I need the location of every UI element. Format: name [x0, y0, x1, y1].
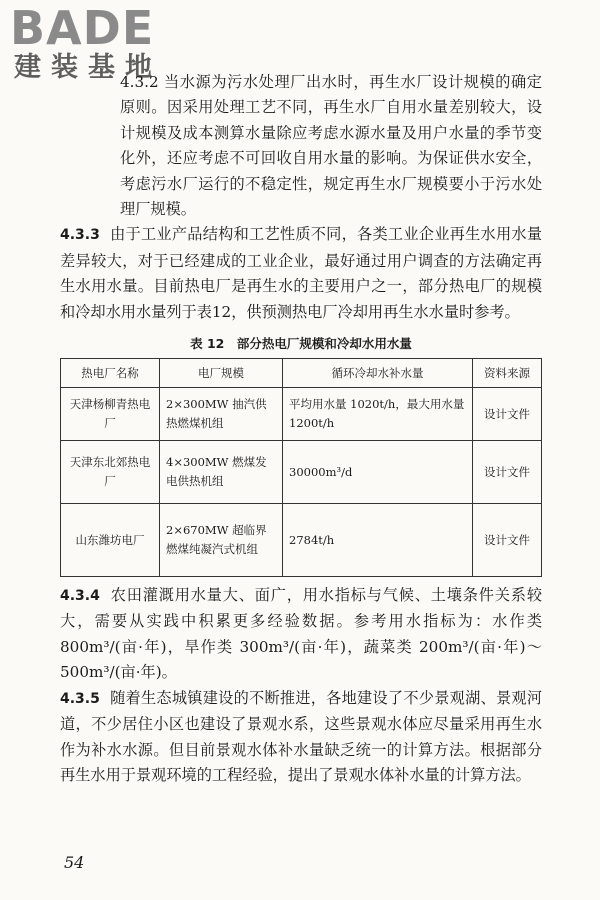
cell-plant-name: 山东潍坊电厂 — [61, 504, 160, 577]
table-caption: 表 12 部分热电厂规模和冷却水用水量 — [190, 336, 412, 352]
clause-number: 4.3.5 — [60, 690, 100, 707]
paragraph-4-3-4 — [60, 583, 542, 686]
table-row — [61, 504, 542, 577]
clause-number: 4.3.4 — [60, 588, 100, 605]
paragraph-4-3-2: 4.3.2 当水源为污水处理厂出水时，再生水厂设计规模的确定原则。因采用处理工艺不同，再生水厂自用水量差别较大，设计规模及成本测算水量除应考虑水源水量及用户水量的季节变化外，还应考虑不可回收自用水量的影响。为保证供水安全，考虑污水厂运行的不稳定性，规定再生水厂规模要小于污水处理厂规模。 — [120, 73, 542, 219]
cell-makeup-water: 平均用水量 1020t/h，最大用水量 1200t/h — [283, 388, 473, 441]
cell-source: 设计文件 — [473, 504, 542, 577]
logo-word: BADE — [10, 1, 155, 55]
header-plant-scale: 电厂规模 — [160, 359, 283, 388]
paragraph-4-3-5 — [60, 686, 542, 789]
table-row — [61, 441, 542, 504]
cell-plant-scale: 2×300MW 抽汽供热燃煤机组 — [160, 388, 283, 441]
cell-plant-scale: 2×670MW 超临界燃煤纯凝汽式机组 — [160, 504, 283, 577]
cell-makeup-water: 2784t/h — [283, 504, 473, 577]
paragraph-text: 随着生态城镇建设的不断推进，各地建设了不少景观湖、景观河道，不少居住小区也建设了景观水系，这些景观水体应尽量采用再生水作为补水水源。但目前景观水体补水量缺乏统一的计算方法。根据部分再生水用于景观环境的工程经验，提出了景观水体补水量的计算方法。 — [60, 688, 542, 784]
cell-source: 设计文件 — [473, 441, 542, 504]
cell-plant-name: 天津杨柳青热电厂 — [61, 388, 160, 441]
header-plant-name: 热电厂名称 — [61, 359, 160, 388]
cell-plant-name: 天津东北郊热电厂 — [61, 441, 160, 504]
cell-source: 设计文件 — [473, 388, 542, 441]
paragraph-text: 由于工业产品结构和工艺性质不同，各类工业企业再生水用水量差异较大，对于已经建成的工业企业，最好通过用户调查的方法确定再生水用水量。目前热电厂是再生水的主要用户之一，部分热电厂的规模和冷却水用水量列于表12，供预测热电厂冷却用再生水水量时参考。 — [60, 225, 542, 321]
page-body — [60, 70, 542, 788]
paragraph-4-3-3 — [60, 222, 542, 325]
table-row — [61, 388, 542, 441]
power-plant-table — [60, 358, 542, 577]
paragraph-text: 农田灌溉用水量大、面广，用水指标与气候、土壤条件关系较大，需要从实践中积累更多经验数据。参考用水指标为：水作类 800m³/(亩·年)，旱作类 300m³/(亩·年)，蔬菜类 200m³/(亩·年)～500m³/(亩·年)。 — [60, 586, 542, 682]
clause-number: 4.3.3 — [60, 227, 100, 244]
table-header-row — [61, 359, 542, 388]
logo-subtitle: 建装基地 — [14, 52, 162, 83]
cell-plant-scale: 4×300MW 燃煤发电供热机组 — [160, 441, 283, 504]
page-number: 54 — [64, 853, 85, 872]
header-makeup-water: 循环冷却水补水量 — [283, 359, 473, 388]
header-source: 资料来源 — [473, 359, 542, 388]
cell-makeup-water: 30000m³/d — [283, 441, 473, 504]
